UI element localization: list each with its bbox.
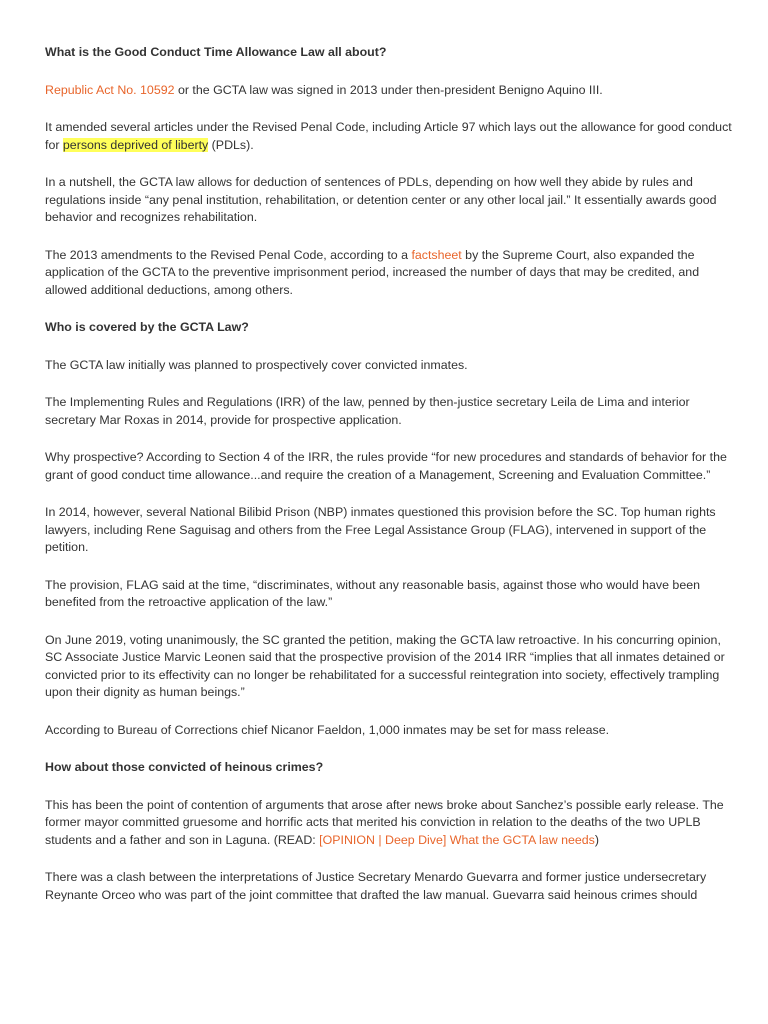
factsheet-link[interactable]: factsheet (411, 247, 462, 262)
paragraph-text: This has been the point of contention of arguments that arose after news broke about Sanchez’s possible early release. The former mayor committed gruesome and horrific acts that merited his conviction in relation to the deaths of the two UPLB students and a father and son in Laguna. (READ: (45, 797, 724, 847)
paragraph-sc-petition: On June 2019, voting unanimously, the SC granted the petition, making the GCTA law retroactive. In his concurring opinion, SC Associate Justice Marvic Leonen said that the prospective provision of the 2014 IRR “implies that all inmates detained or convicted prior to its effectivity can no longer be rehabilitated for a successful reintegration into society, effectively trampling upon their dignity as human beings.” (45, 632, 725, 699)
paragraph-text: (PDLs). (208, 137, 254, 152)
paragraph-text: or the GCTA law was signed in 2013 under then-president Benigno Aquino III. (174, 82, 603, 97)
paragraph-why-prospective: Why prospective? According to Section 4 of the IRR, the rules provide “for new procedures and standards of behavior for the grant of good conduct time allowance...and require the creation of a Management, Screening and Evaluation Committee.” (45, 450, 727, 482)
paragraph-irr: The Implementing Rules and Regulations (IRR) of the law, penned by then-justice secretary Leila de Lima and interior secretary Mar Roxas in 2014, provide for prospective application. (45, 395, 690, 427)
article-body (45, 44, 735, 924)
paragraph-amendments (45, 247, 735, 300)
paragraph-text: The 2013 amendments to the Revised Penal Code, according to a (45, 247, 412, 262)
paragraph-prospective-cover: The GCTA law initially was planned to prospectively cover convicted inmates. (45, 357, 468, 372)
paragraph-nbp-inmates: In 2014, however, several National Bilibid Prison (NBP) inmates questioned this provision before the SC. Top human rights lawyers, including Rene Saguisag and others from the Free Legal Assistance Group (FLAG), intervened in support of the petition. (45, 505, 716, 554)
paragraph-republic-act (45, 82, 735, 100)
paragraph-flag-provision: The provision, FLAG said at the time, “discriminates, without any reasonable basis, against those who would have been benefited from the retroactive application of the law.” (45, 577, 700, 609)
paragraph-nutshell: In a nutshell, the GCTA law allows for deduction of sentences of PDLs, depending on how well they abide by rules and regulations inside “any penal institution, rehabilitation, or detention center or any other local jail.” It essentially awards good behavior and recognizes rehabilitation. (45, 175, 717, 224)
paragraph-mass-release: According to Bureau of Corrections chief Nicanor Faeldon, 1,000 inmates may be set for mass release. (45, 722, 610, 737)
opinion-deep-dive-link[interactable]: [OPINION | Deep Dive] What the GCTA law needs (319, 832, 595, 847)
republic-act-link[interactable]: Republic Act No. 10592 (45, 82, 175, 97)
heading-heinous-crimes: How about those convicted of heinous crimes? (45, 760, 324, 774)
paragraph-contention (45, 797, 735, 850)
paragraph-amended-articles (45, 119, 735, 154)
paragraph-text: It amended several articles under the Revised Penal Code, including Article 97 which lays out the allowance for good conduct for (45, 120, 732, 152)
heading-who-is-covered: Who is covered by the GCTA Law? (45, 320, 249, 334)
heading-gcta-law: What is the Good Conduct Time Allowance Law all about? (45, 45, 387, 59)
highlighted-text: persons deprived of liberty (62, 137, 209, 152)
paragraph-interpretation-clash: There was a clash between the interpretations of Justice Secretary Menardo Guevarra and former justice undersecretary Reynante Orceo who was part of the joint committee that drafted the law manual. Guevarra said heinous crimes should (45, 870, 707, 902)
paragraph-text: ) (594, 832, 599, 847)
paragraph-text: by the Supreme Court, also expanded the application of the GCTA to the preventive imprisonment period, increased the number of days that may be credited, and allowed additional deductions, among others. (45, 247, 700, 297)
